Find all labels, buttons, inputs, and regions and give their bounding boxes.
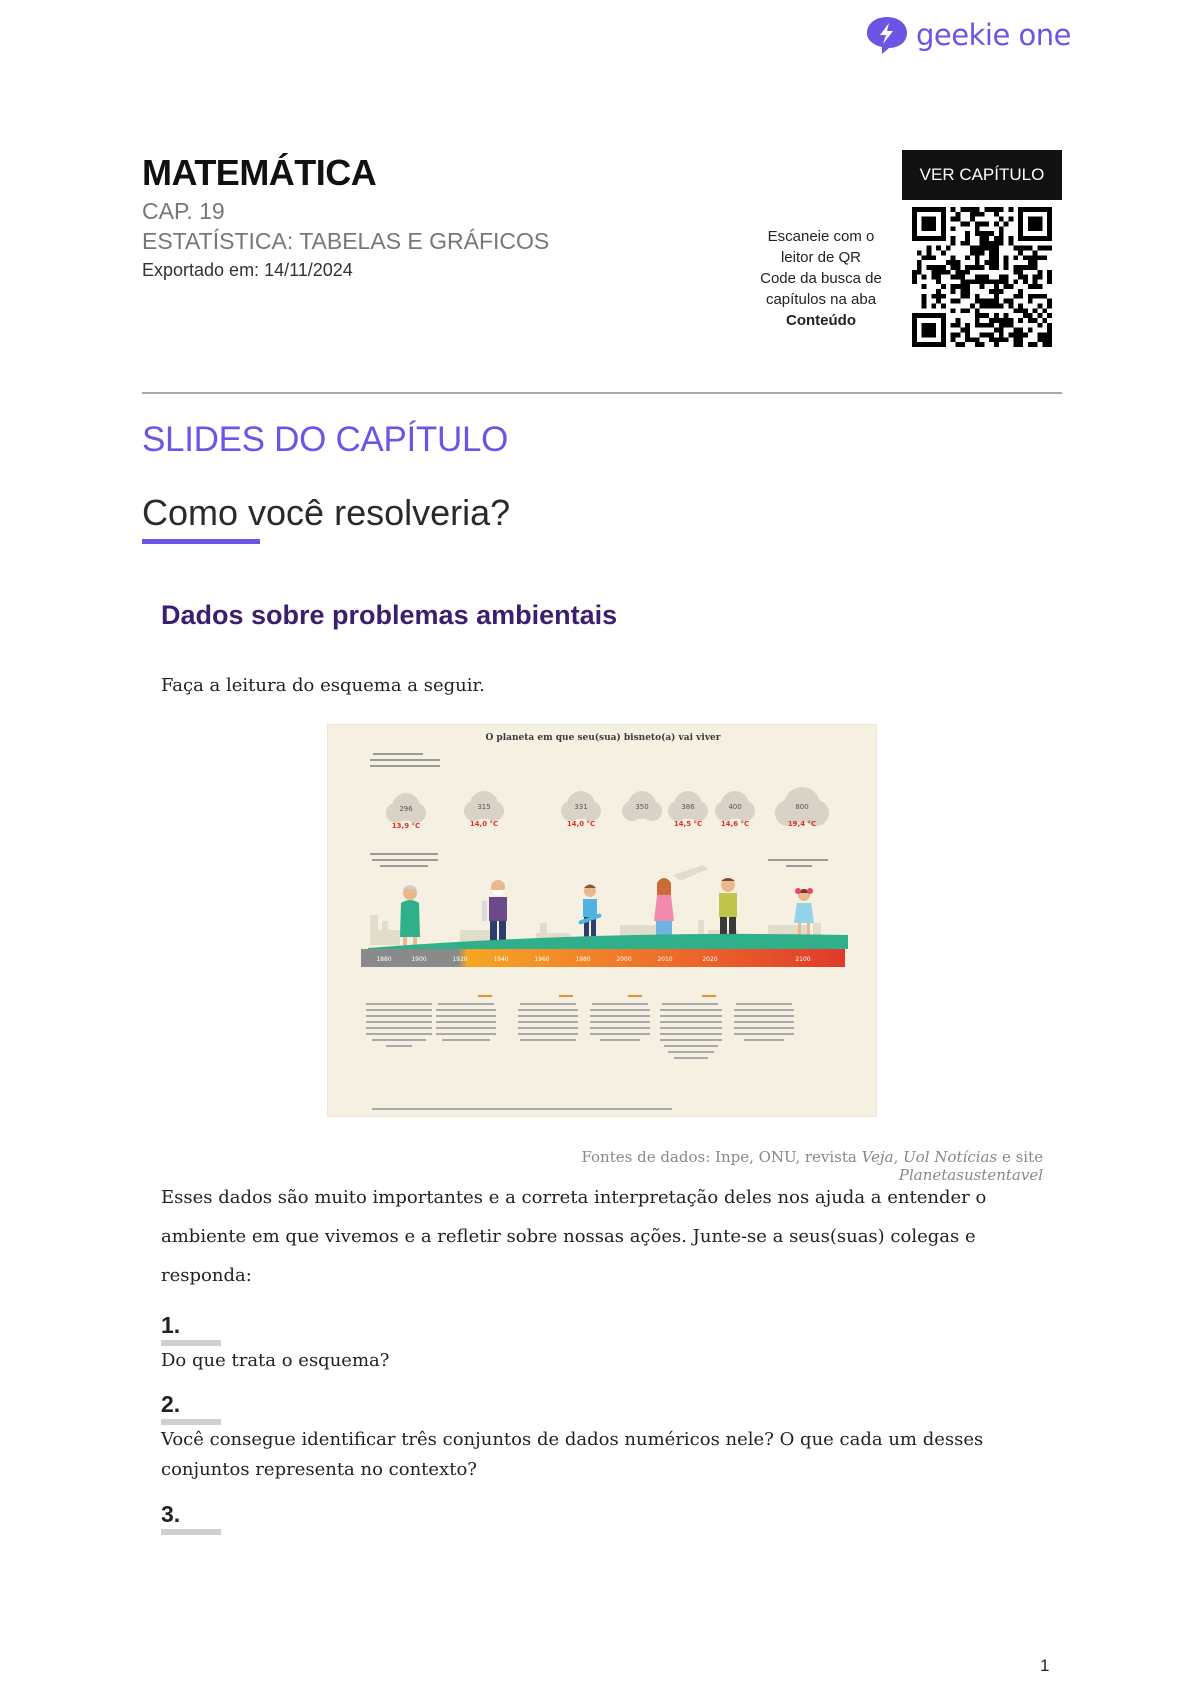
timeline-year: 1960	[534, 956, 550, 963]
header-divider	[142, 392, 1062, 394]
timeline-year: 1940	[493, 956, 509, 963]
intro-text: Faça a leitura do esquema a seguir.	[161, 675, 485, 696]
section-title: SLIDES DO CAPÍTULO	[142, 420, 509, 459]
topic-title: Dados sobre problemas ambientais	[161, 600, 618, 630]
question-text: Você consegue identificar três conjuntos de dados numéricos nele? O que cada um desses conjuntos representa no contexto?	[161, 1429, 984, 1480]
ver-capitulo-button[interactable]: VER CAPÍTULO	[902, 150, 1062, 200]
timeline-year: 2100	[795, 956, 811, 963]
qr-code[interactable]	[912, 207, 1052, 347]
qr-hint-line: leitor de QR	[780, 249, 862, 266]
source-uol: Uol Notícias	[903, 1148, 998, 1166]
page-number: 1	[1040, 1656, 1050, 1675]
co2-value: 400	[728, 803, 742, 811]
timeline-bar	[361, 949, 845, 967]
question-number: 1.	[161, 1312, 181, 1338]
qr-hint	[740, 226, 902, 331]
subject-title: MATEMÁTICA	[142, 152, 377, 193]
co2-value: 331	[574, 803, 588, 811]
environment-infographic	[327, 724, 877, 1117]
temperature-labels	[392, 820, 816, 830]
ground-strip	[368, 934, 848, 949]
question-number-bar	[161, 1529, 221, 1535]
timeline-year: 2000	[616, 956, 632, 963]
source-separator: ,	[893, 1148, 904, 1166]
co2-value: 800	[795, 803, 809, 811]
timeline-year: 1980	[575, 956, 591, 963]
question-number: 3.	[161, 1501, 181, 1527]
qr-hint-line: Escaneie com o	[767, 228, 875, 245]
timeline-year: 1900	[411, 956, 427, 963]
temperature-value: 14,0 °C	[566, 820, 596, 828]
slide-title-underline	[142, 539, 260, 544]
chapter-number: CAP. 19	[142, 198, 225, 224]
temperature-value: 19,4 °C	[787, 820, 817, 828]
source-prefix: Fontes de dados: Inpe, ONU, revista	[581, 1148, 862, 1166]
slide-title: Como você resolveria?	[142, 492, 511, 533]
temperature-value: 13,9 °C	[391, 822, 421, 830]
source-veja: Veja	[861, 1148, 894, 1166]
timeline-year: 2010	[657, 956, 673, 963]
timeline-year: 1880	[376, 956, 392, 963]
infographic-canvas	[328, 725, 878, 1118]
qr-hint-bold: Conteúdo	[786, 312, 856, 329]
brand-logo	[864, 14, 1071, 56]
co2-value: 296	[399, 805, 413, 813]
timeline-descriptions	[366, 1003, 794, 1110]
brand-name: geekie one	[916, 18, 1071, 52]
person-figure	[400, 885, 420, 947]
co2-clouds	[386, 787, 829, 826]
lightning-bubble-icon	[864, 14, 910, 56]
co2-value: 350	[635, 803, 649, 811]
question-number: 2.	[161, 1391, 181, 1417]
source-and: e site	[997, 1148, 1043, 1166]
source-site: Planetasustentavel	[898, 1166, 1043, 1184]
export-date: Exportado em: 14/11/2024	[142, 260, 353, 280]
body-paragraph: Esses dados são muito importantes e a correta interpretação deles nos ajuda a entender o ambiente em que vivemos e a refletir sobre nossas ações. Junte-se a seus(suas) colegas e responda:	[161, 1187, 987, 1286]
co2-value: 315	[477, 803, 491, 811]
person-figure	[578, 885, 602, 938]
timeline-highlights	[478, 995, 716, 997]
co2-value: 386	[681, 803, 695, 811]
chapter-title: ESTATÍSTICA: TABELAS E GRÁFICOS	[142, 228, 550, 254]
temperature-value: 14,5 °C	[673, 820, 703, 828]
qr-hint-line: capítulos na aba	[765, 291, 877, 308]
infographic-title: O planeta em que seu(sua) bisneto(a) vai viver	[485, 733, 721, 743]
temperature-value: 14,6 °C	[720, 820, 750, 828]
question-text: Do que trata o esquema?	[161, 1350, 390, 1371]
timeline-year: 2020	[702, 956, 718, 963]
qr-hint-line: Code da busca de	[760, 270, 882, 287]
temperature-value: 14,0 °C	[469, 820, 499, 828]
timeline-year: 1920	[452, 956, 468, 963]
